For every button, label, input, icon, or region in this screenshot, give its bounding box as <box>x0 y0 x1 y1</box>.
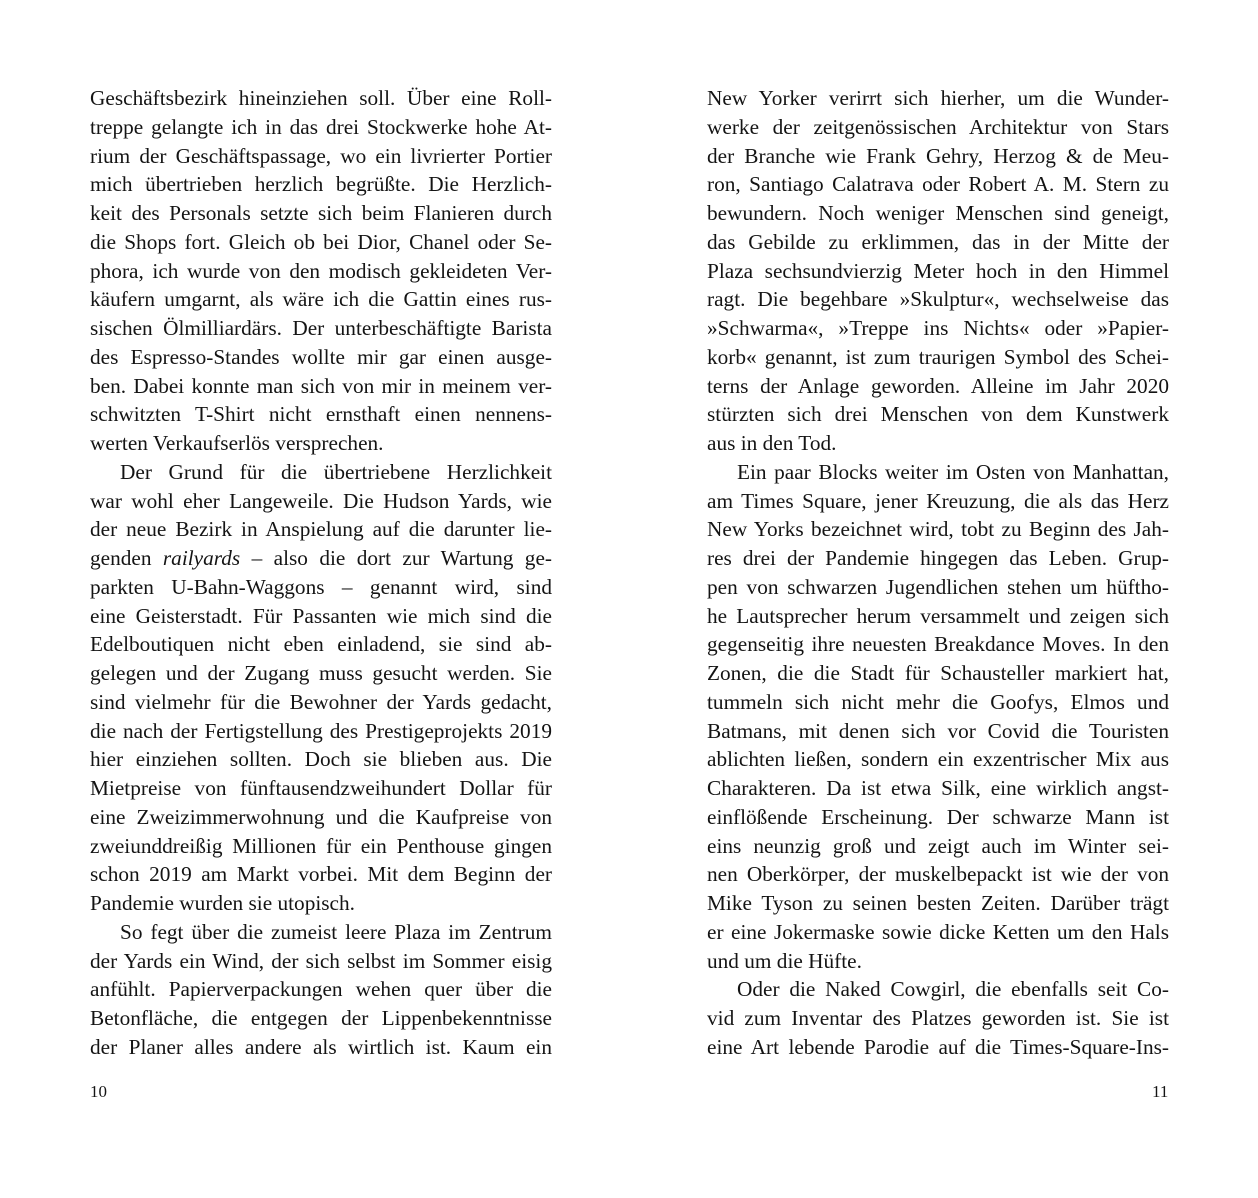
text-line: bewundern. Noch weniger Menschen sind geneigt, <box>707 201 1169 225</box>
text-line <box>90 544 552 573</box>
text-line: schwitzten T-Shirt nicht ernsthaft einen nennens- <box>90 402 552 427</box>
text-line: schon 2019 am Markt vorbei. Mit dem Beginn der <box>90 862 552 887</box>
text-line: pen von schwarzen Jugendlichen stehen um hüftho- <box>707 574 1169 599</box>
text-segment: genden <box>90 546 163 570</box>
text-line: aus in den Tod. <box>707 431 837 455</box>
text-line: der Yards ein Wind, der sich selbst im Sommer eisig <box>90 948 552 973</box>
text-line: nen Oberkörper, der muskelbepackt ist wie der von <box>707 862 1169 887</box>
text-line: ragt. Die begehbare »Skulptur«, wechselweise das <box>707 287 1169 312</box>
text-line: ron, Santiago Calatrava oder Robert A. M. Stern zu <box>707 172 1169 197</box>
text-line: he Lautsprecher herum versammelt und zeigen sich <box>707 603 1169 628</box>
page-number-right: 11 <box>1152 1082 1169 1101</box>
text-line: Mike Tyson zu seinen besten Zeiten. Darüber trägt <box>707 891 1169 915</box>
text-line: sind vielmehr für die Bewohner der Yards gedacht, <box>90 689 552 714</box>
text-line: Plaza sechsundvierzig Meter hoch in den Himmel <box>707 258 1169 283</box>
text-line: Oder die Naked Cowgirl, die ebenfalls seit Co- <box>737 977 1169 1002</box>
text-line: der neue Bezirk in Anspielung auf die darunter lie- <box>90 517 552 542</box>
right-page-text <box>707 84 1169 1062</box>
text-line: eins neunzig groß und zeigt auch im Winter sei- <box>707 833 1169 858</box>
text-line: Pandemie wurden sie utopisch. <box>90 891 355 915</box>
text-line: sischen Ölmilliardärs. Der unterbeschäftigte Barista <box>90 316 552 340</box>
left-page-text <box>90 84 552 1062</box>
text-line: gegenseitig ihre neuesten Breakdance Moves. In den <box>707 632 1169 657</box>
text-line: »Schwarma«, »Treppe ins Nichts« oder »Papier- <box>707 316 1169 340</box>
text-line: Batmans, mit denen sich vor Covid die Touristen <box>707 718 1169 743</box>
text-line: die Shops fort. Gleich ob bei Dior, Chanel oder Se- <box>90 229 552 254</box>
text-line: ben. Dabei konnte man sich von mir in meinem ver- <box>90 373 552 398</box>
text-line: vid zum Inventar des Platzes geworden ist. Sie ist <box>707 1006 1169 1030</box>
text-line: Mietpreise von fünftausendzweihundert Dollar für <box>90 776 552 800</box>
text-line: treppe gelangte ich in das drei Stockwerke hohe At- <box>90 114 552 139</box>
text-line: hier einziehen sollten. Doch sie blieben aus. Die <box>90 747 552 772</box>
text-line: anfühlt. Papierverpackungen wehen quer über die <box>90 977 552 1002</box>
text-line: des Espresso-Standes wollte mir gar einen ausge- <box>90 344 552 369</box>
text-line: werke der zeitgenössischen Architektur von Stars <box>707 114 1169 139</box>
text-line: Der Grund für die übertriebene Herzlichkeit <box>120 459 552 484</box>
text-line: der Planer alles andere als wirtlich ist. Kaum ein <box>90 1034 552 1059</box>
text-line: er eine Jokermaske sowie dicke Ketten um den Hals <box>707 919 1169 944</box>
text-line: tummeln sich nicht mehr die Goofys, Elmos und <box>707 689 1169 714</box>
text-segment: – also die dort zur Wartung ge- <box>240 546 552 570</box>
text-line: und um die Hüfte. <box>707 948 862 973</box>
text-line: die nach der Fertigstellung des Prestigeprojekts 2019 <box>90 718 552 743</box>
text-line: Betonfläche, die entgegen der Lippenbekenntnisse <box>90 1006 552 1030</box>
text-line: New Yorks bezeichnet wird, tobt zu Beginn des Jah- <box>707 517 1169 542</box>
text-line: käufern umgarnt, als wäre ich die Gattin eines rus- <box>90 287 552 312</box>
text-line: terns der Anlage geworden. Alleine im Jahr 2020 <box>707 373 1169 398</box>
text-line: eine Art lebende Parodie auf die Times-Square-Ins- <box>707 1034 1169 1059</box>
text-line: stürzten sich drei Menschen von dem Kunstwerk <box>707 402 1169 427</box>
text-line: eine Geisterstadt. Für Passanten wie mich sind die <box>90 603 552 628</box>
text-line: zweiunddreißig Millionen für ein Penthouse gingen <box>90 833 552 858</box>
text-line: am Times Square, jener Kreuzung, die als das Herz <box>707 488 1169 513</box>
text-line: einflößende Erscheinung. Der schwarze Mann ist <box>707 804 1169 829</box>
text-line: rium der Geschäftspassage, wo ein livrierter Portier <box>90 143 552 168</box>
text-line: New Yorker verirrt sich hierher, um die Wunder- <box>707 86 1169 110</box>
text-line: eine Zweizimmerwohnung und die Kaufpreise von <box>90 804 552 829</box>
text-line: keit des Personals setzte sich beim Flanieren durch <box>90 201 552 225</box>
text-line: war wohl eher Langeweile. Die Hudson Yards, wie <box>90 488 552 513</box>
page-number-left: 10 <box>90 1082 107 1101</box>
text-line: Zonen, die die Stadt für Schausteller markiert hat, <box>707 661 1169 685</box>
text-line: Ein paar Blocks weiter im Osten von Manhattan, <box>737 459 1169 484</box>
text-line: der Branche wie Frank Gehry, Herzog & de Meu- <box>707 143 1169 168</box>
text-line: parkten U-Bahn-Waggons – genannt wird, sind <box>90 574 552 599</box>
text-line: ablichten ließen, sondern ein exzentrischer Mix aus <box>707 747 1169 772</box>
text-line: Charakteren. Da ist etwa Silk, eine wirklich angst- <box>707 776 1169 800</box>
text-line: werten Verkaufserlös versprechen. <box>90 431 384 455</box>
text-line: korb« genannt, ist zum traurigen Symbol des Schei- <box>707 344 1169 369</box>
text-line: Edelboutiquen nicht eben einladend, sie sind ab- <box>90 632 552 657</box>
italic-term: railyards <box>162 546 241 570</box>
text-line: Geschäftsbezirk hineinziehen soll. Über eine Roll- <box>90 86 552 110</box>
text-line: res drei der Pandemie hingegen das Leben. Grup- <box>707 546 1169 570</box>
text-line: So fegt über die zumeist leere Plaza im Zentrum <box>120 919 552 944</box>
text-line: das Gebilde zu erklimmen, das in der Mitte der <box>707 229 1169 254</box>
text-line: mich übertrieben herzlich begrüßte. Die Herzlich- <box>90 172 552 197</box>
text-line: phora, ich wurde von den modisch gekleideten Ver- <box>90 258 552 283</box>
text-line: gelegen und der Zugang muss gesucht werden. Sie <box>90 661 552 685</box>
